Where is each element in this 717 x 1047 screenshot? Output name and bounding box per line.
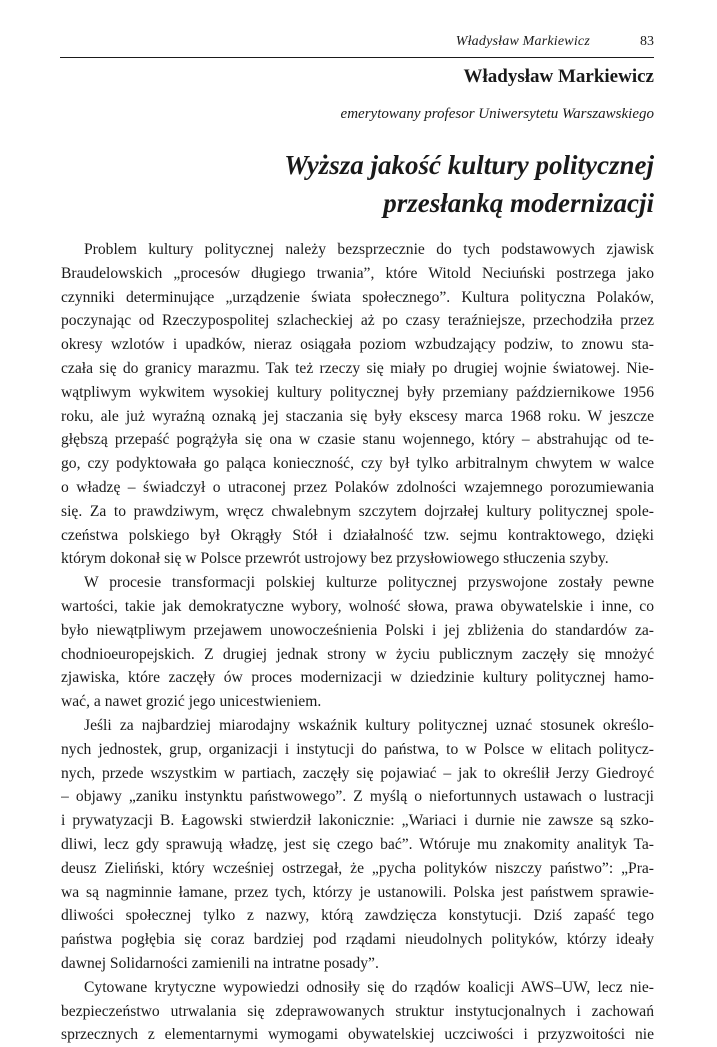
body-line: zjawiska, które zaczęły ów proces modernizacji w dziedzinie kultury politycznej hamo- [61, 669, 654, 687]
body-line: którym dokonał się w Polsce przewrót ustrojowy bez przysłowiowego stłuczenia szyby. [61, 550, 609, 568]
body-line: o władzę – świadczył o utraconej przez Polaków zdolności wzajemnego porozumiewania [61, 478, 654, 496]
body-line: – objawy „zaniku instynktu państwowego”. Z myślą o niefortunnych ustawach o lustracji [61, 788, 654, 806]
body-line: W procesie transformacji polskiej kulturze politycznej przyswojone zostały pewne [84, 574, 654, 592]
body-line: dliwi, lecz gdy sprawują władzę, jest się czego bać”. Wtóruje mu znakomity analityk Ta- [61, 835, 654, 853]
body-line: głębszą przepaść pogrążyła się ona w czasie stanu wojennego, który – abstrahując od te- [61, 431, 654, 449]
body-line: się. Za to prawdziwym, wręcz chwalebnym szczytem dojrzałej kultury politycznej spole- [61, 502, 654, 520]
body-line: czynniki determinujące „urządzenie świata społecznego”. Kultura polityczna Polaków, [61, 288, 654, 306]
body-line: wątpliwym wykwitem wysokiej kultury politycznej były przemiany październikowe 1956 [61, 383, 654, 401]
body-line: dawnej Solidarności zamienili na intratne posady”. [61, 954, 379, 972]
body-line: było niewątpliwym przejawem unowocześnienia Polski i jej zbliżenia do standardów za- [61, 621, 654, 639]
author-affiliation: emerytowany profesor Uniwersytetu Warszawskiego [340, 106, 654, 122]
body-line: Jeśli za najbardziej miarodajny wskaźnik kultury politycznej uznać stosunek określo- [84, 716, 654, 734]
body-line: dliwości społecznej tylko z nazwy, którą zawdzięcza konstytucji. Dziś zapaść tego [61, 907, 654, 925]
body-line: wa są nagminnie łamane, przez tych, którzy je ustanowili. Polska jest państwem sprawie- [61, 883, 654, 901]
body-line: wać, a nawet grozić jego unicestwieniem. [61, 693, 322, 711]
body-line: i prywatyzacji B. Łagowski stwierdził lakonicznie: „Wariaci i durnie nie zawsze są szko- [61, 812, 654, 830]
body-line: roku, ale już wyraźną oznaką jej staczania się były ekscesy marca 1968 roku. W jeszcze [61, 407, 654, 425]
body-line: państwa pogłębia się coraz bardziej pod rządami nieudolnych polityków, którzy ideały [61, 931, 654, 949]
running-header [60, 34, 654, 56]
body-line: wartości, takie jak demokratyczne wybory, wolność słowa, prawa obywatelskie i inne, co [61, 597, 654, 615]
title-line-2: przesłanką modernizacji [383, 188, 654, 218]
body-line: nych jednostek, grup, organizacji i instytucji do państwa, to w Polsce w elitach politycz- [61, 740, 654, 758]
body-line: czeństwa polskiego był Okrągły Stół i działalność tzw. sejmu kontraktowego, dzięki [61, 526, 654, 544]
page-number: 83 [640, 34, 654, 49]
title-line-1: Wyższa jakość kultury politycznej [284, 150, 654, 180]
body-line: okresy wzlotów i upadków, nieraz osiągała poziom wzbudzający podziw, to znowu sta- [61, 336, 654, 354]
body-line: Problem kultury politycznej należy bezsprzecznie do tych podstawowych zjawisk [84, 241, 654, 258]
header-rule [60, 57, 654, 58]
body-line: chodnioeuropejskich. Z drugiej jednak strony w życiu publicznym zaczęły się mnożyć [61, 645, 654, 663]
body-line: go, czy podyktowała go paląca konieczność, czy był tylko arbitralnym chwytem w walce [61, 455, 654, 473]
body-line: Cytowane krytyczne wypowiedzi odnosiły się do rządów koalicji AWS–UW, lecz nie- [84, 978, 654, 996]
body-line: Braudelowskich „procesów długiego trwania”, które Witold Neciuński postrzega jako [61, 264, 654, 282]
article-title [284, 146, 654, 222]
body-line: poczynając od Rzeczypospolitej szlacheckiej aż po czasy teraźniejsze, przechodziła przez [61, 312, 654, 330]
body-line: czała się do granicy marazmu. Tak też rzeczy się miały po drugiej wojnie światowej. Nie- [61, 359, 654, 377]
running-header-author: Władysław Markiewicz [455, 34, 590, 49]
body-line: bezpieczeństwo utrwalania się zdeprawowanych struktur instytucjonalnych i zachowań [61, 1002, 654, 1020]
article-body [61, 238, 654, 1047]
body-line: deusz Zieliński, który wcześniej ostrzegał, że „pycha polityków niszczy państwo”: „Pra- [61, 859, 654, 877]
body-line: nych, przede wszystkim w partiach, zaczęły się pojawiać – jak to określił Jerzy Giedroyć [61, 764, 654, 782]
article-author: Władysław Markiewicz [463, 66, 654, 87]
body-line: sprzecznych z elementarnymi wymogami obywatelskiej uczciwości i przyzwoitości nie [61, 1026, 654, 1044]
